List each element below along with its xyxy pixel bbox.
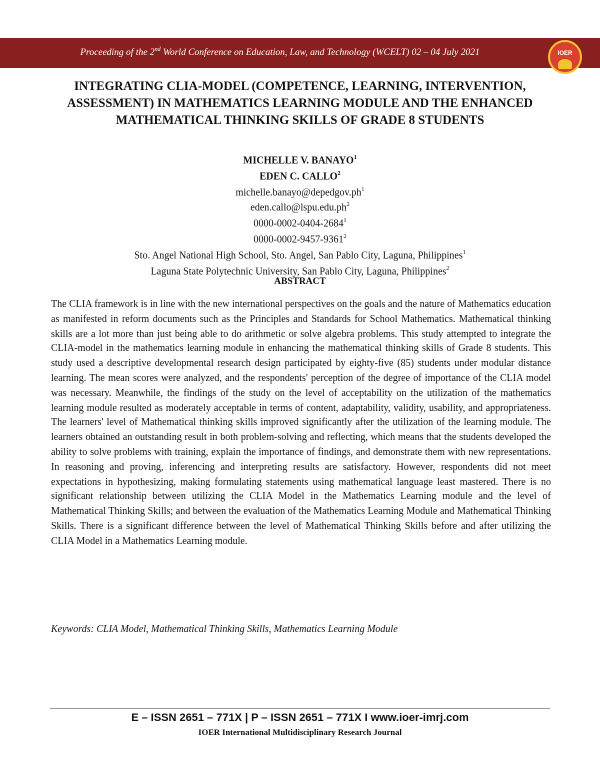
title-line: INTEGRATING CLIA-MODEL (COMPETENCE, LEARNING, INTERVENTION, — [74, 79, 526, 93]
logo-text: IOER — [557, 51, 573, 57]
footer-journal: IOER International Multidisciplinary Research Journal — [198, 727, 402, 737]
author-email: $eden.callo@lspu.edu.ph^2$ — [250, 202, 350, 214]
paper-title — [40, 78, 560, 129]
keywords: Keywords: CLIA Model, Mathematical Thinking Skills, Mathematics Learning Module — [51, 624, 398, 635]
flame-icon — [558, 59, 572, 69]
author-name: EDEN C. CALLO$^2$ — [259, 170, 341, 183]
author-affiliation: Sto. Angel National High School, Sto. Angel, San Pablo City, Laguna, Philippines$^1$ — [134, 249, 466, 262]
author-affiliation: Laguna State Polytechnic University, San Pablo City, Laguna, Philippines$^2$ — [150, 265, 450, 278]
header-bar — [0, 38, 600, 68]
author-orcid: 0000-0002-9457-9361$^2$ — [253, 234, 347, 246]
running-head-sup: nd — [154, 47, 161, 54]
ioer-logo-icon — [548, 40, 582, 74]
footer-issn: E – ISSN 2651 – 771X | P – ISSN 2651 – 771X I www.ioer-imrj.com — [131, 712, 469, 724]
abstract-heading: ABSTRACT — [274, 277, 326, 287]
author-name: MICHELLE V. BANAYO$^1$ — [243, 155, 357, 167]
author-block — [100, 152, 500, 279]
author-orcid: 0000-0002-0404-2684$^1$ — [253, 218, 347, 230]
footer-divider — [50, 708, 550, 709]
running-head-rest: World Conference on Education, Law, and Technology (WCELT) 02 – 04 July 2021 — [160, 48, 480, 59]
title-line: MATHEMATICAL THINKING SKILLS OF GRADE 8 STUDENTS — [115, 113, 485, 127]
running-head-prefix: Proceeding of the 2 — [80, 48, 155, 59]
abstract-body: The CLIA framework is in line with the new international perspectives on the goals and the nature of Mathematics education as manifested in reform documents such as the Principles and Standards for School Mathematics. Mathematical thinking skills are a lot more than just being able to do arithmetic or solve algebra problems. This study attempted to integrate the CLIA-model in the mathematics learning module in enhancing the mathematical thinking skills of Grade 8 students. This study used a descriptive developmental research design participated by eighty-five (85) students under modular distance learning. The mean scores were analyzed, and the respondents' perception of the degree of importance of the CLIA model was necessary. Meanwhile, the findings of the study on the level of acceptability on the utilization of the mathematics learning module resulted as moderately acceptable in terms of content, adaptability, validity, usability, and appropriateness. The learners' level of Mathematical thinking skills improved significantly after the utilization of the learning module. The learners obtained an outstanding result in both problem-solving and reflecting, which means that the students developed the ability to solve problems with training, explain the importance of findings, and demonstrate them with new representations. In reasoning and proving, inferencing and interpreting results are satisfactory. However, respondents did not meet expectations in hypothesizing, making formulating statements using mathematical language least mastered. There is no significant relationship between utilizing the CLIA Model in the Mathematics Learning module and the level of Mathematical Thinking Skills; and between the evaluation of the Mathematics Learning Module and Mathematical Thinking Skills. There is a significant difference between the level of Mathematical Thinking Skills before and after utilizing the CLIA Model in a Mathematics Learning module. — [51, 299, 551, 547]
author-email: $michelle.banayo@depedgov.ph^1$ — [235, 186, 365, 198]
title-line: ASSESSMENT) IN MATHEMATICS LEARNING MODULE AND THE ENHANCED — [67, 96, 533, 110]
running-head — [0, 47, 560, 58]
